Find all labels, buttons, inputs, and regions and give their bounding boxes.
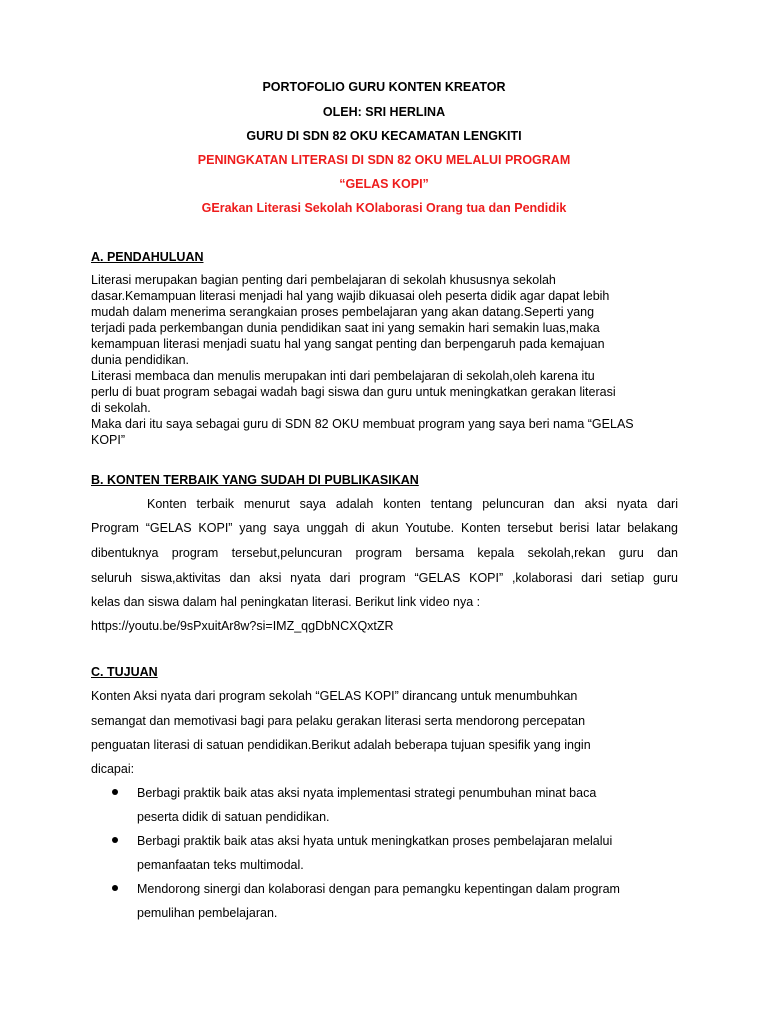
bullet-item-line: pemulihan pembelajaran.: [137, 906, 278, 920]
video-link[interactable]: https://youtu.be/9sPxuitAr8w?si=IMZ_qgDbNCXQxtZR: [91, 619, 394, 633]
section-c-heading: C. TUJUAN: [91, 665, 158, 679]
section-a-line: dasar.Kemampuan literasi menjadi hal yang wajib dikuasai oleh peserta didik agar dapat lebih: [91, 289, 610, 303]
school-line: GURU DI SDN 82 OKU KECAMATAN LENGKITI: [246, 129, 522, 143]
section-a-line: mudah dalam menerima serangkaian proses pembelajaran yang akan datang.Seperti yang: [91, 305, 595, 319]
section-a-line: Maka dari itu saya sebagai guru di SDN 82 OKU membuat program yang saya beri nama “GELAS: [91, 417, 634, 431]
bullet-icon: [112, 789, 118, 795]
section-b-line: seluruh siswa,aktivitas dan aksi nyata dari program “GELAS KOPI” ,kolaborasi dari setiap guru: [91, 571, 678, 585]
section-a-line: Literasi merupakan bagian penting dari pembelajaran di sekolah khususnya sekolah: [91, 273, 556, 287]
section-b-heading: B. KONTEN TERBAIK YANG SUDAH DI PUBLIKASIKAN: [91, 473, 419, 487]
section-c-line: penguatan literasi di satuan pendidikan.Berikut adalah beberapa tujuan spesifik yang ingin: [91, 738, 591, 752]
bullet-item-line: Berbagi praktik baik atas aksi nyata implementasi strategi penumbuhan minat baca: [137, 786, 597, 800]
bullet-icon: [112, 885, 118, 891]
bullet-item-line: Mendorong sinergi dan kolaborasi dengan para pemangku kepentingan dalam program: [137, 882, 620, 896]
bullet-item-line: pemanfaatan teks multimodal.: [137, 858, 304, 872]
section-b-line: kelas dan siswa dalam hal peningkatan literasi. Berikut link video nya :: [91, 595, 481, 609]
section-a-line: dunia pendidikan.: [91, 353, 189, 367]
author-line: OLEH: SRI HERLINA: [322, 105, 446, 119]
bullet-item-line: peserta didik di satuan pendidikan.: [137, 810, 330, 824]
section-a-line: KOPI”: [91, 433, 126, 447]
bullet-item-line: Berbagi praktik baik atas aksi hyata untuk meningkatkan proses pembelajaran melalui: [137, 834, 613, 848]
section-a-line: di sekolah.: [91, 401, 151, 415]
document-title: PORTOFOLIO GURU KONTEN KREATOR: [262, 80, 506, 94]
section-b-line: Konten terbaik menurut saya adalah konten tentang peluncuran dan aksi nyata dari: [147, 497, 678, 511]
section-c-line: Konten Aksi nyata dari program sekolah “GELAS KOPI” dirancang untuk menumbuhkan: [91, 689, 578, 703]
section-b-line: Program “GELAS KOPI” yang saya unggah di akun Youtube. Konten tersebut berisi latar belakang: [91, 521, 678, 535]
program-title: PENINGKATAN LITERASI DI SDN 82 OKU MELALUI PROGRAM: [197, 153, 571, 167]
section-b-line: dibentuknya program tersebut,peluncuran program bersama kepala sekolah,rekan guru dan: [91, 546, 678, 560]
section-a-heading: A. PENDAHULUAN: [91, 250, 204, 264]
program-name: “GELAS KOPI”: [339, 177, 429, 191]
section-a-line: kemampuan literasi menjadi suatu hal yang sangat penting dan berpengaruh pada kemajuan: [91, 337, 605, 351]
section-c-line: semangat dan memotivasi bagi para pelaku gerakan literasi serta mendorong percepatan: [91, 714, 586, 728]
program-acronym: GErakan Literasi Sekolah KOlaborasi Orang tua dan Pendidik: [201, 201, 567, 215]
section-a-line: terjadi pada perkembangan dunia pendidikan saat ini yang semakin hari semakin luas,maka: [91, 321, 600, 335]
section-a-line: perlu di buat program sebagai wadah bagi siswa dan guru untuk meningkatkan gerakan literasi: [91, 385, 616, 399]
section-c-line: dicapai:: [91, 762, 135, 776]
section-a-line: Literasi membaca dan menulis merupakan inti dari pembelajaran di sekolah,oleh karena itu: [91, 369, 595, 383]
bullet-icon: [112, 837, 118, 843]
